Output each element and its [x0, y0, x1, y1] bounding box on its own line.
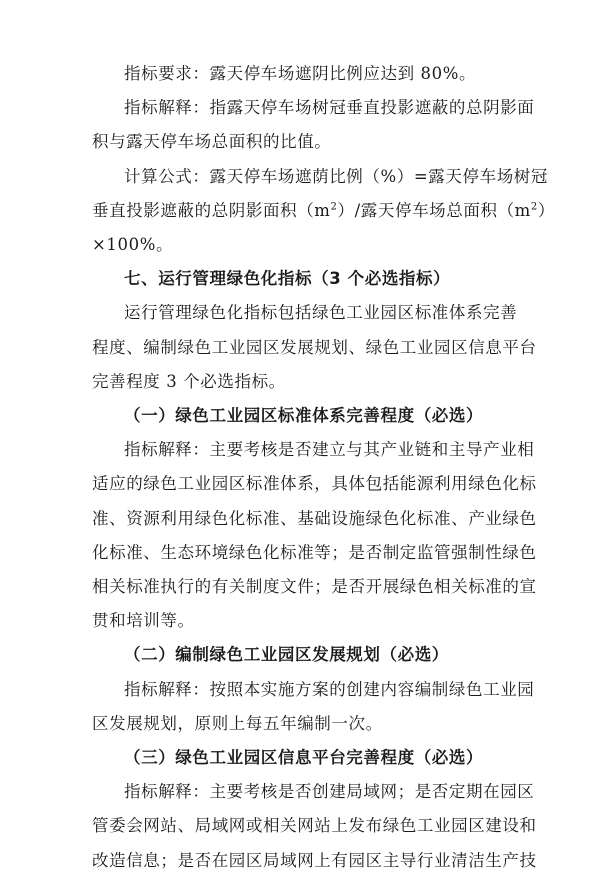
body-line: 相关标准执行的有关制度文件；是否开展绿色相关标准的宣 — [92, 577, 537, 596]
body-line: 准、资源利用绿色化标准、基础设施绿色化标准、产业绿色 — [92, 509, 537, 528]
body-line: 化标准、生态环境绿色化标准等；是否制定监管强制性绿色 — [92, 543, 537, 562]
explanation-line: 积与露天停车场总面积的比值。 — [92, 132, 332, 151]
body-line: 指标解释：主要考核是否建立与其产业链和主导产业相 — [124, 440, 535, 459]
formula-line — [92, 201, 555, 221]
body-line: 区发展规划，原则上每五年编制一次。 — [92, 714, 383, 733]
explanation-line: 指标解释：指露天停车场树冠垂直投影遮蔽的总阴影面 — [124, 98, 535, 117]
formula-line: 计算公式：露天停车场遮荫比例（%）=露天停车场树冠 — [124, 167, 549, 186]
sub-heading: （二）编制绿色工业园区发展规划（必选） — [124, 645, 449, 664]
superscript: 2 — [530, 201, 538, 213]
body-line: 指标解释：主要考核是否创建局域网；是否定期在园区 — [124, 782, 535, 801]
sub-heading: （三）绿色工业园区信息平台完善程度（必选） — [124, 748, 484, 767]
formula-text: 垂直投影遮蔽的总阴影面积（m — [92, 201, 331, 220]
body-line: 管委会网站、局域网或相关网站上发布绿色工业园区建设和 — [92, 816, 537, 835]
requirement-line: 指标要求：露天停车场遮阴比例应达到 80%。 — [124, 64, 477, 83]
body-line: 指标解释：按照本实施方案的创建内容编制绿色工业园 — [124, 680, 535, 699]
formula-line: ×100%。 — [92, 235, 174, 254]
body-line: 改造信息；是否在园区局域网上有园区主导行业清洁生产技 — [92, 851, 537, 870]
body-line: 适应的绿色工业园区标准体系，具体包括能源利用绿色化标 — [92, 474, 537, 493]
body-line: 程度、编制绿色工业园区发展规划、绿色工业园区信息平台 — [92, 338, 537, 357]
superscript: 2 — [330, 201, 338, 213]
formula-text: ） — [537, 201, 555, 220]
body-line: 贯和培训等。 — [92, 611, 195, 630]
formula-text: ）/露天停车场总面积（m — [337, 201, 531, 220]
body-line: 完善程度 3 个必选指标。 — [92, 372, 286, 391]
sub-heading: （一）绿色工业园区标准体系完善程度（必选） — [124, 406, 484, 425]
section-heading: 七、运行管理绿色化指标（3 个必选指标） — [124, 269, 451, 288]
body-line: 运行管理绿色化指标包括绿色工业园区标准体系完善 — [124, 303, 518, 322]
